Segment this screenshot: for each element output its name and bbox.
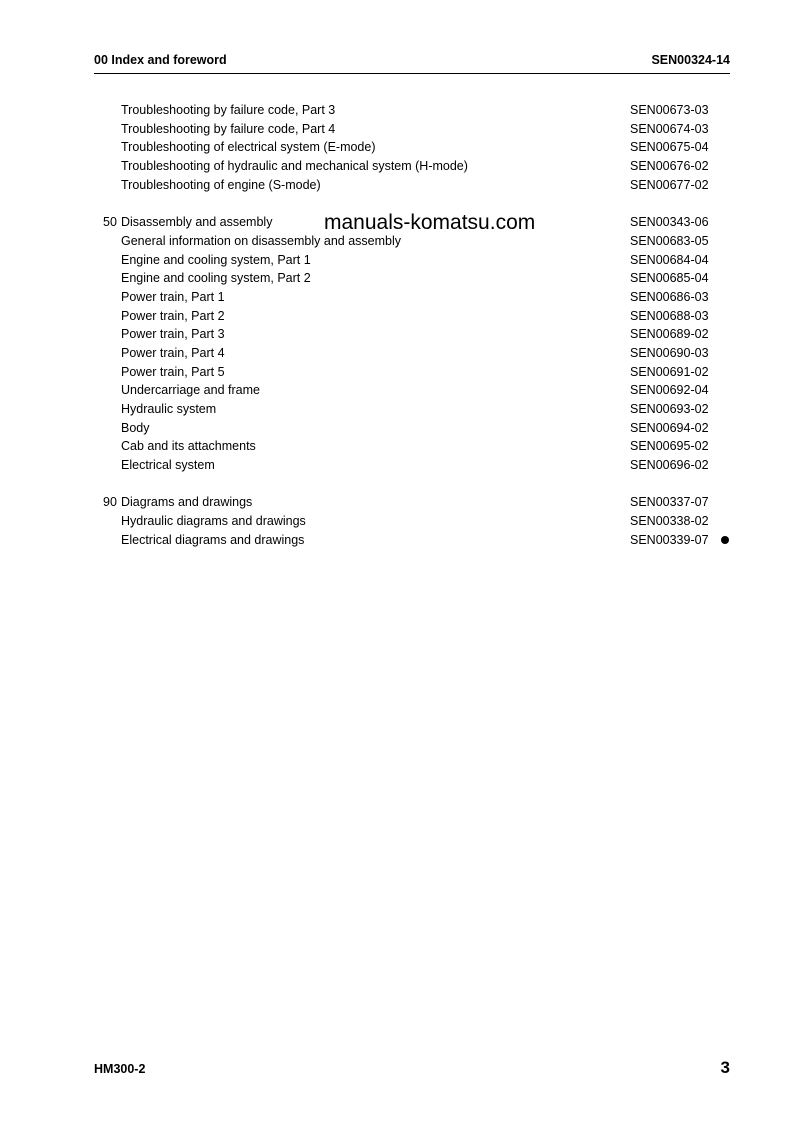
toc-entry	[94, 233, 730, 252]
entry-code: SEN00683-05	[630, 233, 709, 248]
entry-code: SEN00691-02	[630, 364, 709, 379]
toc-entry	[94, 139, 730, 158]
header-divider	[94, 73, 730, 74]
toc-entry	[94, 401, 730, 420]
entry-code: SEN00688-03	[630, 308, 709, 323]
entry-title: Body	[121, 420, 150, 435]
entry-code: SEN00696-02	[630, 458, 709, 473]
entry-title: Troubleshooting by failure code, Part 3	[121, 103, 336, 117]
entry-code: SEN00674-03	[630, 121, 709, 136]
toc-entry	[94, 121, 730, 140]
toc-entry	[94, 270, 730, 289]
entry-title: Hydraulic system	[121, 402, 217, 416]
toc-entry	[94, 532, 730, 551]
entry-title: Undercarriage and frame	[121, 383, 260, 398]
toc-entry	[94, 457, 730, 476]
model-number: HM300-2	[94, 1062, 146, 1076]
entry-code: SEN00343-06	[630, 215, 709, 230]
toc-entry	[94, 177, 730, 196]
group-spacer	[94, 476, 730, 495]
entry-code: SEN00695-02	[630, 439, 709, 454]
entry-title: Troubleshooting of engine (S-mode)	[121, 177, 321, 192]
revision-bullet-icon	[721, 536, 729, 544]
entry-code: SEN00684-04	[630, 252, 709, 267]
toc-entry	[94, 382, 730, 401]
entry-title: Power train, Part 4	[121, 345, 225, 360]
entry-code: SEN00337-07	[630, 495, 709, 510]
toc-entry	[94, 420, 730, 439]
section-title: 00 Index and foreword	[94, 53, 227, 67]
section-number: 90	[103, 495, 117, 510]
toc-entry	[94, 326, 730, 345]
toc-entry	[94, 494, 730, 513]
entry-code: SEN00675-04	[630, 140, 709, 155]
entry-title: Cab and its attachments	[121, 439, 256, 454]
watermark-text: manuals-komatsu.com	[324, 211, 536, 234]
entry-code: SEN00694-02	[630, 420, 709, 435]
entry-title: General information on disassembly and assembly	[121, 233, 401, 248]
toc-entry	[94, 438, 730, 457]
entry-title: Troubleshooting of electrical system (E-mode)	[121, 140, 376, 155]
toc-entry	[94, 158, 730, 177]
entry-title: Power train, Part 2	[121, 308, 225, 323]
entry-title: Power train, Part 5	[121, 364, 225, 379]
entry-code: SEN00686-03	[630, 289, 709, 304]
table-of-contents	[94, 102, 730, 551]
entry-title: Diagrams and drawings	[121, 495, 253, 510]
entry-title: Engine and cooling system, Part 2	[121, 271, 311, 286]
toc-entry	[94, 345, 730, 364]
section-number: 50	[103, 215, 117, 230]
entry-title: Power train, Part 3	[121, 327, 225, 342]
page-number: 3	[720, 1058, 730, 1077]
entry-code: SEN00693-02	[630, 402, 709, 416]
toc-entry	[94, 289, 730, 308]
entry-title: Engine and cooling system, Part 1	[121, 252, 311, 267]
entry-code: SEN00689-02	[630, 327, 709, 342]
entry-title: Electrical diagrams and drawings	[121, 532, 305, 547]
entry-code: SEN00676-02	[630, 159, 709, 174]
entry-title: Disassembly and assembly	[121, 215, 273, 230]
page-header	[94, 53, 730, 75]
toc-entry	[94, 102, 730, 121]
toc-entry	[94, 308, 730, 327]
entry-title: Electrical system	[121, 458, 215, 473]
entry-code: SEN00692-04	[630, 383, 709, 398]
entry-title: Troubleshooting of hydraulic and mechanical system (H-mode)	[121, 159, 468, 174]
entry-code: SEN00677-02	[630, 177, 709, 192]
entry-code: SEN00339-07	[630, 532, 709, 547]
entry-code: SEN00690-03	[630, 345, 709, 360]
entry-title: Hydraulic diagrams and drawings	[121, 514, 306, 529]
toc-entry	[94, 513, 730, 532]
entry-code: SEN00685-04	[630, 271, 709, 286]
document-code: SEN00324-14	[651, 53, 730, 67]
toc-entry	[94, 364, 730, 383]
toc-entry	[94, 252, 730, 271]
entry-code: SEN00673-03	[630, 103, 709, 117]
entry-code: SEN00338-02	[630, 514, 709, 529]
entry-title: Power train, Part 1	[121, 289, 225, 304]
entry-title: Troubleshooting by failure code, Part 4	[121, 121, 336, 136]
